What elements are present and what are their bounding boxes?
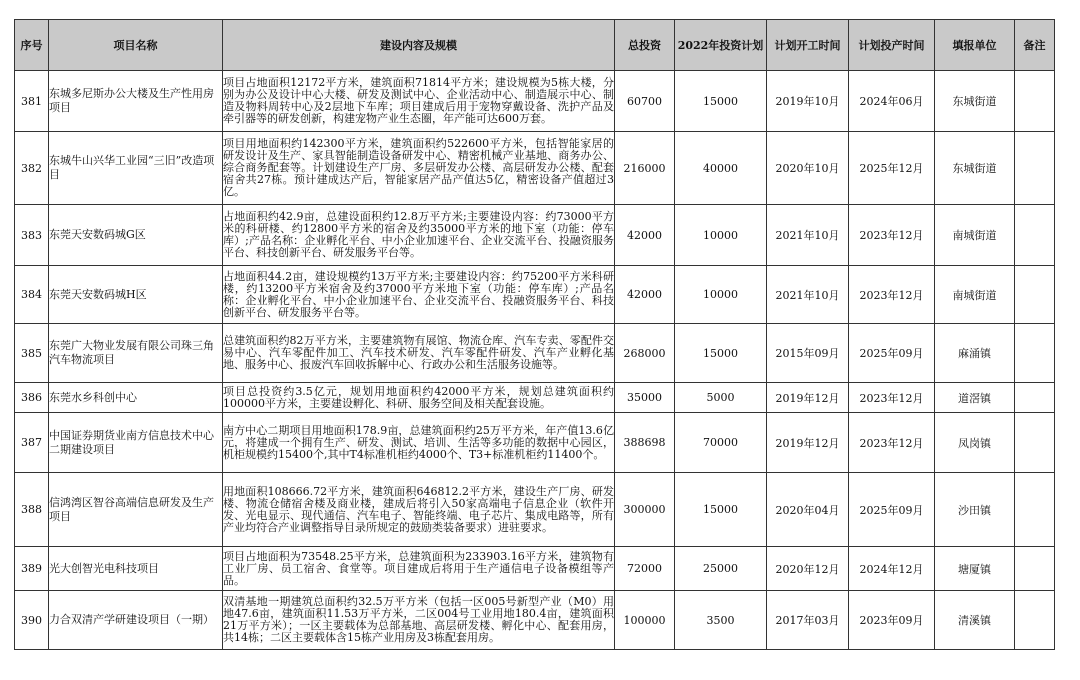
table-row [15, 413, 1055, 473]
table-row [15, 132, 1055, 205]
table-row [15, 266, 1055, 324]
production-date-cell: 2023年12月 [849, 266, 935, 324]
plan-2022-cell: 10000 [675, 266, 767, 324]
plan-2022-cell: 15000 [675, 324, 767, 383]
serial-cell: 386 [15, 383, 49, 413]
serial-cell: 388 [15, 473, 49, 547]
project-name-cell: 信鸿湾区智谷高端信息研发及生产项目 [49, 473, 223, 547]
total-investment-cell: 42000 [615, 205, 675, 266]
reporting-unit-cell: 东城街道 [935, 71, 1015, 132]
remarks-cell [1015, 71, 1055, 132]
project-name-cell: 力合双清产学研建设项目（一期） [49, 591, 223, 650]
start-date-cell: 2020年12月 [767, 547, 849, 591]
project-name-cell: 东莞天安数码城H区 [49, 266, 223, 324]
production-date-cell: 2024年06月 [849, 71, 935, 132]
remarks-cell [1015, 132, 1055, 205]
serial-cell: 382 [15, 132, 49, 205]
production-date-cell: 2023年12月 [849, 413, 935, 473]
plan-2022-cell: 70000 [675, 413, 767, 473]
start-date-cell: 2015年09月 [767, 324, 849, 383]
start-date-cell: 2019年12月 [767, 413, 849, 473]
reporting-unit-cell: 塘厦镇 [935, 547, 1015, 591]
production-date-cell: 2023年12月 [849, 205, 935, 266]
serial-cell: 381 [15, 71, 49, 132]
project-name-cell: 东莞广大物业发展有限公司珠三角汽车物流项目 [49, 324, 223, 383]
header-2022-plan: 2022年投资计划 [675, 20, 767, 71]
header-remarks: 备注 [1015, 20, 1055, 71]
start-date-cell: 2017年03月 [767, 591, 849, 650]
remarks-cell [1015, 266, 1055, 324]
reporting-unit-cell: 清溪镇 [935, 591, 1015, 650]
remarks-cell [1015, 473, 1055, 547]
total-investment-cell: 35000 [615, 383, 675, 413]
table-row [15, 205, 1055, 266]
remarks-cell [1015, 383, 1055, 413]
reporting-unit-cell: 南城街道 [935, 266, 1015, 324]
start-date-cell: 2021年10月 [767, 205, 849, 266]
plan-2022-cell: 5000 [675, 383, 767, 413]
table-row [15, 324, 1055, 383]
project-name-cell: 光大创智光电科技项目 [49, 547, 223, 591]
content-cell: 项目总投资约3.5亿元，规划用地面积约42000平方米，规划总建筑面积约100000平方米，主要建设孵化、科研、服务空间及相关配套设施。 [223, 383, 615, 413]
project-name-cell: 东城牛山兴华工业园“三旧”改造项目 [49, 132, 223, 205]
production-date-cell: 2024年12月 [849, 547, 935, 591]
start-date-cell: 2019年10月 [767, 71, 849, 132]
reporting-unit-cell: 麻涌镇 [935, 324, 1015, 383]
reporting-unit-cell: 南城街道 [935, 205, 1015, 266]
project-table [14, 19, 1055, 650]
content-cell: 占地面积约42.9亩，总建设面积约12.8万平方米;主要建设内容：约73000平方米的科研楼、约12800平方米的宿舍及约35000平方米的地下室（功能：停车库）;产品名称：企业孵化平台、中小企业加速平台、企业交流平台、投融资服务平台、科技创新平台、研发服务平台等。 [223, 205, 615, 266]
reporting-unit-cell: 东城街道 [935, 132, 1015, 205]
header-project-name: 项目名称 [49, 20, 223, 71]
remarks-cell [1015, 591, 1055, 650]
header-total-investment: 总投资 [615, 20, 675, 71]
remarks-cell [1015, 413, 1055, 473]
plan-2022-cell: 10000 [675, 205, 767, 266]
reporting-unit-cell: 沙田镇 [935, 473, 1015, 547]
header-reporting-unit: 填报单位 [935, 20, 1015, 71]
total-investment-cell: 216000 [615, 132, 675, 205]
content-cell: 项目占地面积为73548.25平方米，总建筑面积为233903.16平方米，建筑物有工业厂房、员工宿舍、食堂等。项目建成后将用于生产通信电子设备模组等产品。 [223, 547, 615, 591]
content-cell: 占地面积44.2亩，建设规模约13万平方米;主要建设内容：约75200平方米科研楼，约13200平方米宿舍及约37000平方米地下室（功能：停车库）;产品名称：企业孵化平台、中小企业加速平台、企业交流平台、投融资服务平台、科技创新平台、研发服务平台等。 [223, 266, 615, 324]
total-investment-cell: 268000 [615, 324, 675, 383]
start-date-cell: 2020年10月 [767, 132, 849, 205]
start-date-cell: 2020年04月 [767, 473, 849, 547]
serial-cell: 387 [15, 413, 49, 473]
header-content: 建设内容及规模 [223, 20, 615, 71]
table-row [15, 473, 1055, 547]
content-cell: 项目占地面积12172平方米，建筑面积71814平方米；建设规模为5栋大楼，分别为办公及设计中心大楼、研发及测试中心、企业活动中心、制造展示中心、制造及物料周转中心及2层地下车库；项目建成后用于宠物穿戴设备、洗护产品及牵引器等的研发创新，构建宠物产业生态圈，年产能可达600万套。 [223, 71, 615, 132]
content-cell: 双清基地一期建筑总面积约32.5万平方米（包括一区005号新型产业（M0）用地47.6亩，建筑面积11.53万平方米，二区004号工业用地180.4亩，建筑面积21万平方米）；一区主要载体为总部基地、高层研发楼、孵化中心、配套用房，共14栋；二区主要载体含15栋产业用房及3栋配套用房。 [223, 591, 615, 650]
header-row [15, 20, 1055, 71]
serial-cell: 389 [15, 547, 49, 591]
total-investment-cell: 72000 [615, 547, 675, 591]
remarks-cell [1015, 324, 1055, 383]
total-investment-cell: 300000 [615, 473, 675, 547]
serial-cell: 390 [15, 591, 49, 650]
serial-cell: 383 [15, 205, 49, 266]
content-cell: 南方中心二期项目用地面积178.9亩，总建筑面积约25万平方米，年产值13.6亿元，将建成一个拥有生产、研发、测试、培训、生活等多功能的数据中心园区，机柜规模约15400个,其中T4标准机柜约4000个、T3+标准机柜约11400个。 [223, 413, 615, 473]
start-date-cell: 2021年10月 [767, 266, 849, 324]
reporting-unit-cell: 道滘镇 [935, 383, 1015, 413]
total-investment-cell: 42000 [615, 266, 675, 324]
start-date-cell: 2019年12月 [767, 383, 849, 413]
production-date-cell: 2025年12月 [849, 132, 935, 205]
remarks-cell [1015, 547, 1055, 591]
table-row [15, 383, 1055, 413]
production-date-cell: 2023年12月 [849, 383, 935, 413]
plan-2022-cell: 40000 [675, 132, 767, 205]
production-date-cell: 2025年09月 [849, 473, 935, 547]
production-date-cell: 2023年09月 [849, 591, 935, 650]
remarks-cell [1015, 205, 1055, 266]
project-name-cell: 东莞水乡科创中心 [49, 383, 223, 413]
table-row [15, 591, 1055, 650]
reporting-unit-cell: 凤岗镇 [935, 413, 1015, 473]
project-name-cell: 东莞天安数码城G区 [49, 205, 223, 266]
plan-2022-cell: 15000 [675, 71, 767, 132]
header-serial: 序号 [15, 20, 49, 71]
plan-2022-cell: 15000 [675, 473, 767, 547]
plan-2022-cell: 3500 [675, 591, 767, 650]
plan-2022-cell: 25000 [675, 547, 767, 591]
serial-cell: 384 [15, 266, 49, 324]
content-cell: 总建筑面积约82万平方米，主要建筑物有展馆、物流仓库、汽车专卖、零配件交易中心、汽车零配件加工、汽车技术研发、汽车零配件研发、汽车产业孵化基地、服务中心、报废汽车回收拆解中心、行政办公和生活服务设施等。 [223, 324, 615, 383]
total-investment-cell: 100000 [615, 591, 675, 650]
content-cell: 用地面积108666.72平方米，建筑面积646812.2平方米，建设生产厂房、研发楼、物流仓储宿舍楼及商业楼，建成后将引入50家高端电子信息企业（软件开发、光电显示、现代通信、汽车电子、智能终端、电子芯片、集成电路等，所有产业均符合产业调整指导目录所规定的鼓励类装备要求）进驻要求。 [223, 473, 615, 547]
serial-cell: 385 [15, 324, 49, 383]
table-row [15, 547, 1055, 591]
table-row [15, 71, 1055, 132]
content-cell: 项目用地面积约142300平方米，建筑面积约522600平方米，包括智能家居的研发设计及生产、家具智能制造设备研发中心、精密机械产业基地、商务办公、综合商务配套等。计划建设生产厂房、多层研发办公楼、高层研发办公楼、配套宿舍共27栋。预计建成达产后，智能家居产品产值达5亿，精密设备产值超过3亿。 [223, 132, 615, 205]
header-start-date: 计划开工时间 [767, 20, 849, 71]
production-date-cell: 2025年09月 [849, 324, 935, 383]
total-investment-cell: 388698 [615, 413, 675, 473]
project-name-cell: 中国证券期货业南方信息技术中心二期建设项目 [49, 413, 223, 473]
header-production-date: 计划投产时间 [849, 20, 935, 71]
total-investment-cell: 60700 [615, 71, 675, 132]
project-name-cell: 东城多尼斯办公大楼及生产性用房项目 [49, 71, 223, 132]
